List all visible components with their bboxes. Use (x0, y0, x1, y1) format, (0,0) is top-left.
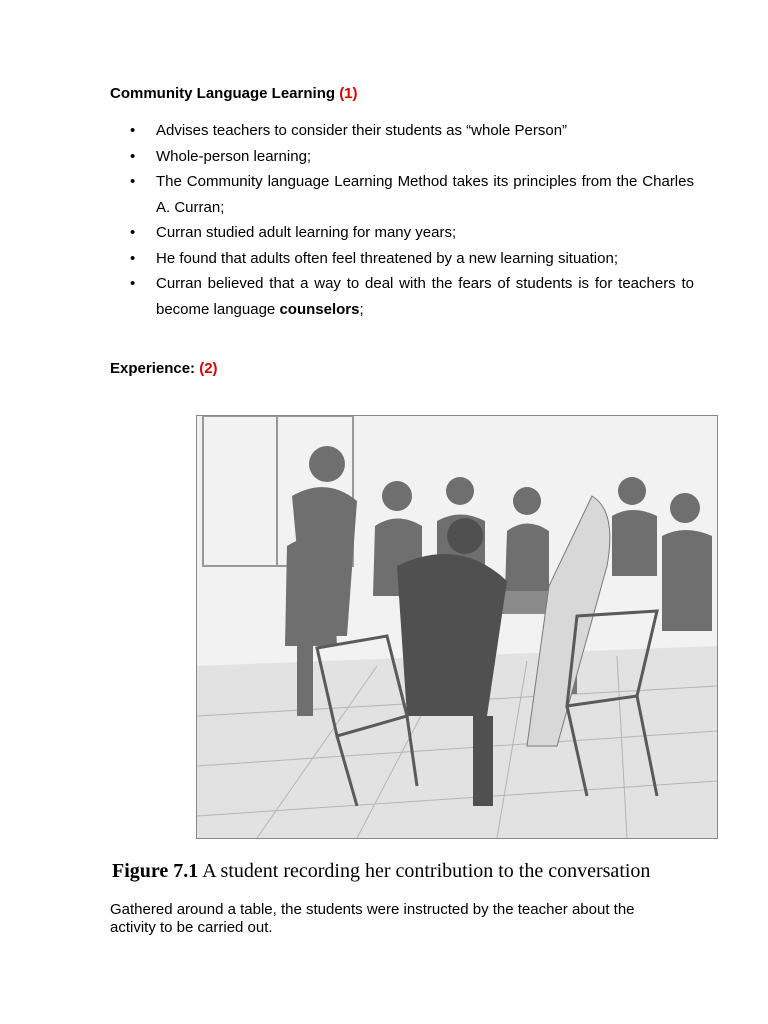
heading-ref: (2) (199, 360, 218, 377)
figure-caption-text: A student recording her contribution to the conversation (202, 860, 651, 882)
list-item: • Advises teachers to consider their students as “whole Person” (110, 118, 694, 144)
section-heading-experience (110, 360, 218, 377)
list-item: • Curran studied adult learning for many years; (110, 220, 694, 246)
heading-ref: (1) (339, 85, 358, 102)
heading-title: Experience: (110, 360, 196, 377)
figure-caption (112, 860, 650, 883)
bullet-list (110, 118, 694, 322)
heading-title: Community Language Learning (110, 85, 336, 102)
list-item: • Whole-person learning; (110, 144, 694, 170)
list-item: • The Community language Learning Method takes its principles from the Charles A. Curran; (110, 169, 694, 220)
figure-label: Figure 7.1 (112, 860, 199, 882)
bold-term: counselors (279, 300, 360, 318)
classroom-illustration (197, 416, 717, 838)
list-item: • Curran believed that a way to deal with the fears of students is for teachers to become language counselors; (110, 271, 694, 322)
figure-illustration-classroom (196, 415, 718, 839)
list-item: • He found that adults often feel threatened by a new learning situation; (110, 246, 694, 272)
body-paragraph: Gathered around a table, the students were instructed by the teacher about the activity to be carried out. (110, 901, 635, 936)
section-heading-community-language-learning (110, 85, 358, 102)
